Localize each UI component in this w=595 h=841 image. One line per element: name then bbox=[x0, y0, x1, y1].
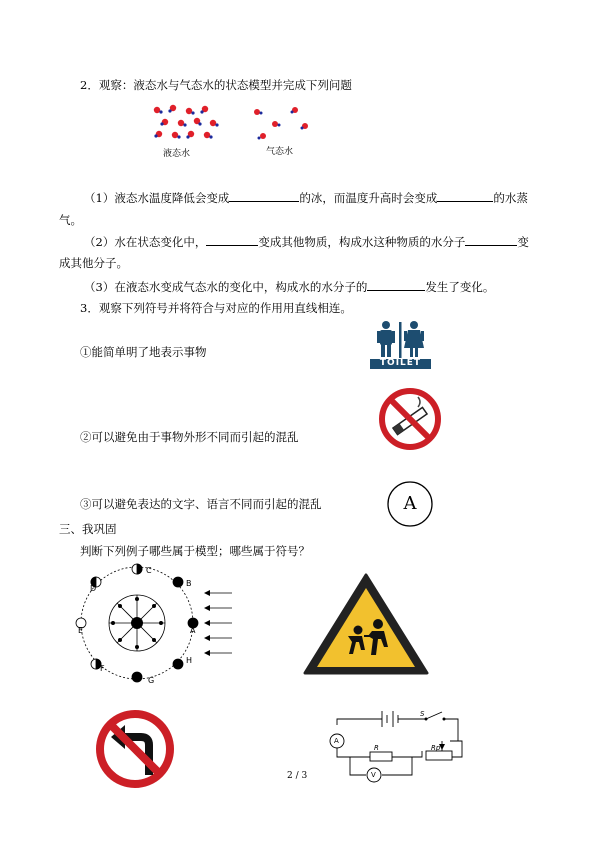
moon-letter-b: B bbox=[186, 579, 192, 588]
toilet-text: TOILET bbox=[379, 358, 422, 368]
blank-5[interactable] bbox=[367, 279, 425, 291]
liquid-water-model bbox=[154, 105, 219, 139]
blank-2[interactable] bbox=[437, 190, 493, 202]
section-3-heading: 三、我巩固 bbox=[59, 522, 117, 536]
q2-sub2-text-c: 变 bbox=[517, 235, 529, 249]
circuit-label-voltmeter: V bbox=[371, 771, 376, 779]
blank-4[interactable] bbox=[465, 234, 517, 246]
q2-sub2-cont: 成其他分子。 bbox=[59, 256, 128, 270]
q3-item-1: ①能简单明了地表示事物 bbox=[80, 345, 207, 359]
moon-phase-diagram bbox=[70, 563, 240, 683]
q2-sub1-text-a: （1）液态水温度降低会变成 bbox=[84, 191, 230, 205]
q2-sub2-line bbox=[84, 234, 529, 250]
q2-sub1-cont: 气。 bbox=[59, 213, 82, 227]
blank-3[interactable] bbox=[206, 234, 258, 246]
moon-letter-g: G bbox=[148, 676, 155, 685]
q2-sub3-text-a: （3）在液态水变成气态水的变化中，构成水的水分子的 bbox=[84, 280, 368, 294]
no-left-turn-sign bbox=[95, 709, 175, 789]
page-number: 2 / 3 bbox=[287, 771, 308, 781]
toilet-sign bbox=[369, 318, 432, 370]
section-3-question: 判断下列例子哪些属于模型；哪些属于符号？ bbox=[80, 544, 310, 558]
circuit-label-rheostat: Rp bbox=[431, 744, 441, 752]
q2-sub3-line bbox=[84, 279, 494, 295]
q3-title: 3．观察下列符号并将符合与对应的作用用直线相连。 bbox=[80, 301, 352, 315]
q2-sub3-text-b: 发生了变化。 bbox=[425, 280, 495, 294]
q2-sub1-line bbox=[84, 190, 528, 206]
ammeter-letter: A bbox=[403, 493, 417, 514]
q2-title: 2．观察：液态水与气态水的状态模型并完成下列问题 bbox=[80, 78, 352, 92]
q2-sub1-text-b: 的冰，而温度升高时会变成 bbox=[299, 191, 438, 205]
moon-letter-f: F bbox=[100, 664, 105, 673]
liquid-water-label: 液态水 bbox=[163, 149, 191, 159]
circuit-label-ammeter: A bbox=[334, 737, 339, 745]
q3-item-3: ③可以避免表达的文字、语言不同而引起的混乱 bbox=[80, 497, 322, 511]
gas-water-model bbox=[254, 107, 308, 140]
children-crossing-warning-sign bbox=[302, 572, 430, 676]
circuit-label-resistor: R bbox=[374, 744, 379, 752]
q2-sub2-text-a: （2）水在状态变化中， bbox=[84, 235, 207, 249]
moon-letter-h: H bbox=[186, 656, 193, 665]
moon-letter-d: D bbox=[90, 584, 97, 593]
q3-item-2: ②可以避免由于事物外形不同而引起的混乱 bbox=[80, 430, 299, 444]
moon-letter-c: C bbox=[146, 566, 152, 575]
moon-letter-e: E bbox=[78, 626, 84, 635]
gas-water-label: 气态水 bbox=[266, 147, 294, 157]
circuit-diagram bbox=[322, 707, 472, 787]
moon-letter-a: A bbox=[190, 626, 196, 635]
no-smoking-icon bbox=[378, 387, 442, 451]
q2-sub2-text-b: 变成其他物质，构成水这种物质的水分子 bbox=[258, 235, 466, 249]
q2-sub1-text-c: 的水蒸 bbox=[493, 191, 528, 205]
blank-1[interactable] bbox=[229, 190, 299, 202]
circuit-label-switch: S bbox=[420, 710, 425, 718]
